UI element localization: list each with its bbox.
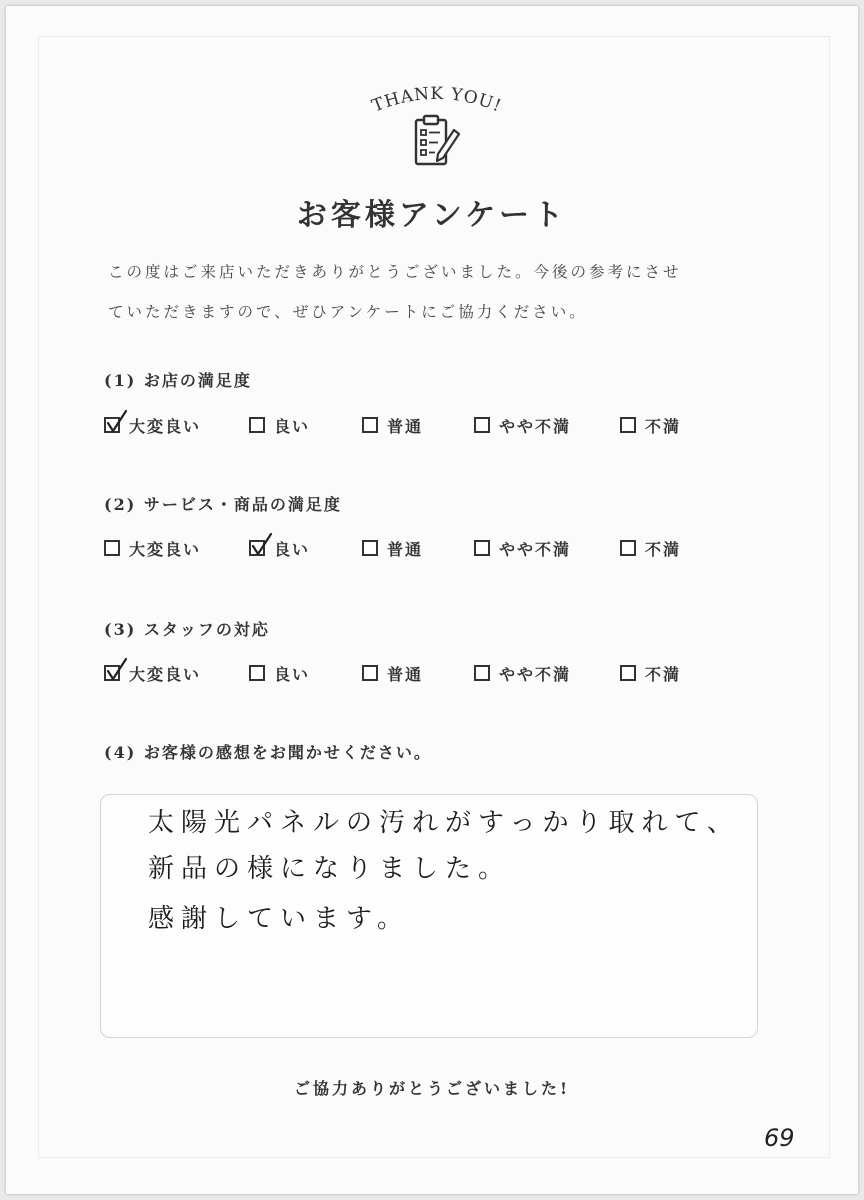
page-number: 69 bbox=[764, 1124, 795, 1152]
thank-you-text: THANK YOU! bbox=[369, 83, 505, 117]
q1-option-5[interactable] bbox=[620, 410, 681, 440]
checkmark-icon bbox=[104, 409, 130, 437]
intro-line-2: ていただきますので、ぜひアンケートにご協力ください。 bbox=[108, 303, 588, 321]
page-title: お客様アンケート bbox=[296, 198, 568, 233]
checkbox[interactable] bbox=[474, 665, 490, 681]
q3-option-4[interactable] bbox=[474, 658, 571, 688]
checkbox[interactable] bbox=[104, 665, 120, 681]
checkbox[interactable] bbox=[104, 417, 120, 433]
option-label: 普通 bbox=[387, 664, 424, 684]
checkbox[interactable] bbox=[362, 417, 378, 433]
option-label: 普通 bbox=[387, 416, 424, 436]
q1-option-3[interactable] bbox=[362, 410, 423, 440]
checkbox[interactable] bbox=[249, 540, 265, 556]
option-label: 大変良い bbox=[129, 416, 202, 436]
question-4-label: (4) お客様の感想をお聞かせください。 bbox=[104, 743, 432, 762]
q3-option-1[interactable] bbox=[104, 658, 201, 688]
checkmark-icon bbox=[249, 532, 275, 560]
q3-option-2[interactable] bbox=[249, 658, 310, 688]
checkbox[interactable] bbox=[249, 665, 265, 681]
q3-option-3[interactable] bbox=[362, 658, 423, 688]
checkbox[interactable] bbox=[474, 417, 490, 433]
q1-option-2[interactable] bbox=[249, 410, 310, 440]
option-label: 不満 bbox=[645, 416, 682, 436]
q2-option-1[interactable] bbox=[104, 533, 201, 563]
q3-option-5[interactable] bbox=[620, 658, 681, 688]
option-label: 普通 bbox=[387, 539, 424, 559]
comment-line-3: 感謝しています。 bbox=[148, 904, 410, 934]
option-label: 良い bbox=[274, 664, 311, 684]
checkbox[interactable] bbox=[249, 417, 265, 433]
checkbox[interactable] bbox=[620, 665, 636, 681]
checkmark-icon bbox=[104, 657, 130, 685]
option-label: 良い bbox=[274, 416, 311, 436]
question-1-label: (1) お店の満足度 bbox=[104, 371, 252, 390]
comment-line-2: 新品の様になりました。 bbox=[148, 854, 512, 884]
checkbox[interactable] bbox=[620, 417, 636, 433]
question-2-options bbox=[104, 533, 804, 563]
intro-line-1: この度はご来店いただきありがとうございました。今後の参考にさせ bbox=[108, 263, 682, 281]
q1-option-1[interactable] bbox=[104, 410, 201, 440]
checkbox[interactable] bbox=[474, 540, 490, 556]
clipboard-icon bbox=[410, 112, 462, 170]
option-label: 不満 bbox=[645, 664, 682, 684]
checkbox[interactable] bbox=[362, 665, 378, 681]
comment-line-1: 太陽光パネルの汚れがすっかり取れて、 bbox=[148, 808, 740, 838]
intro-text bbox=[108, 252, 758, 332]
question-3-label: (3) スタッフの対応 bbox=[104, 620, 270, 639]
option-label: 大変良い bbox=[129, 664, 202, 684]
option-label: 不満 bbox=[645, 539, 682, 559]
question-2-label: (2) サービス・商品の満足度 bbox=[104, 495, 342, 514]
option-label: やや不満 bbox=[499, 416, 572, 436]
option-label: やや不満 bbox=[499, 539, 572, 559]
checkbox[interactable] bbox=[362, 540, 378, 556]
option-label: 大変良い bbox=[129, 539, 202, 559]
q1-option-4[interactable] bbox=[474, 410, 571, 440]
checkbox[interactable] bbox=[620, 540, 636, 556]
q2-option-3[interactable] bbox=[362, 533, 423, 563]
question-3-options bbox=[104, 658, 804, 688]
q2-option-5[interactable] bbox=[620, 533, 681, 563]
q2-option-2[interactable] bbox=[249, 533, 310, 563]
option-label: やや不満 bbox=[499, 664, 572, 684]
q2-option-4[interactable] bbox=[474, 533, 571, 563]
option-label: 良い bbox=[274, 539, 311, 559]
closing-thanks: ご協力ありがとうございました! bbox=[293, 1079, 571, 1098]
checkbox[interactable] bbox=[104, 540, 120, 556]
question-1-options bbox=[104, 410, 804, 440]
